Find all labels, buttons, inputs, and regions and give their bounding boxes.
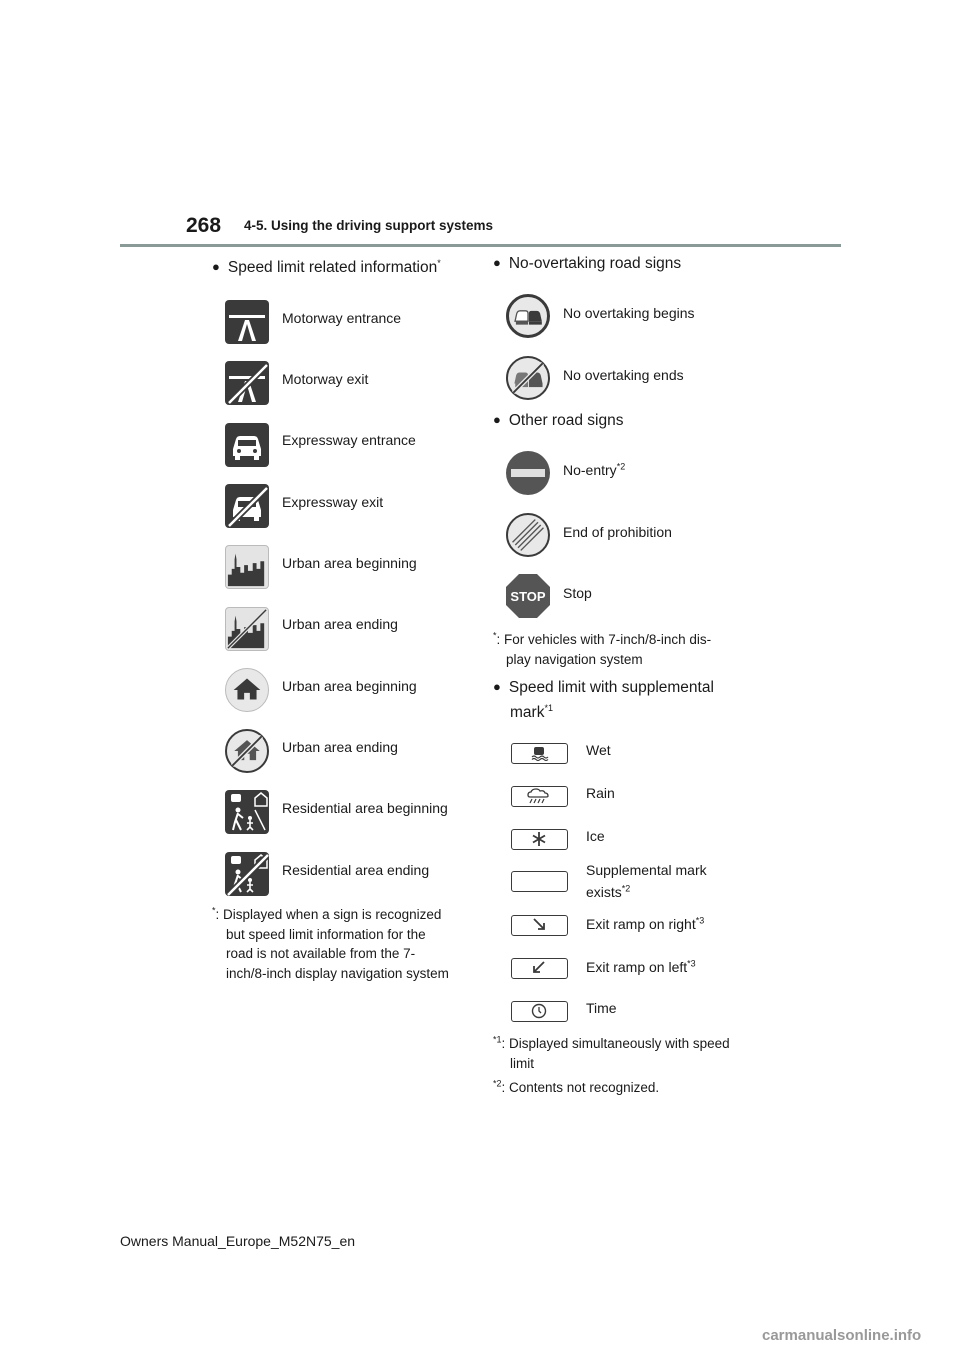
item-label: Motorway exit (282, 371, 369, 387)
arrow-down-right-icon (511, 915, 568, 936)
end-of-prohibition-icon (506, 513, 550, 557)
header-rule (120, 244, 841, 247)
item-label: Wet (586, 742, 611, 758)
urban-skyline-icon (225, 545, 269, 589)
item-label: Ice (586, 828, 605, 844)
right-footnote: *: For vehicles with 7-inch/8-inch dis- play navigation system (493, 630, 712, 667)
bullet-icon: ● (493, 255, 501, 270)
page-number: 268 (186, 214, 222, 237)
section-title: 4-5. Using the driving support systems (244, 218, 494, 233)
clock-icon (511, 1001, 568, 1022)
item-label: Urban area ending (282, 616, 398, 632)
bullet-icon: ● (493, 679, 501, 694)
expressway-exit-icon (225, 484, 269, 528)
item-label: Time (586, 1000, 617, 1016)
bullet-icon: ● (212, 259, 220, 274)
other-signs-heading: ● Other road signs (493, 412, 624, 429)
urban-house-icon (225, 668, 269, 712)
urban-skyline-end-icon (225, 607, 269, 651)
item-label: No overtaking begins (563, 305, 695, 321)
item-label: Residential area ending (282, 862, 430, 878)
item-label: Exit ramp on left$^{*3}$ (586, 958, 696, 975)
item-label: Stop (563, 585, 592, 601)
bullet-icon: ● (493, 412, 501, 427)
left-footnote: *: Displayed when a sign is recognized but speed limit information for the road is not available from the 7- inch/8-inch display navigation system (212, 905, 449, 981)
item-label: No overtaking ends (563, 367, 684, 383)
item-label: Supplemental mark exists$^{*2}$ (586, 862, 707, 900)
blank-plate-icon (511, 871, 568, 892)
rain-cloud-icon (511, 786, 568, 807)
no-overtaking-heading: ● No-overtaking road signs (493, 255, 682, 272)
item-label: Urban area ending (282, 739, 398, 755)
item-label: No-entry$^{*2}$ (563, 461, 626, 478)
svg-text:STOP: STOP (510, 589, 546, 604)
item-label: Motorway entrance (282, 310, 402, 326)
item-label: Expressway exit (282, 494, 384, 510)
speed-limit-heading: ● Speed limit related information* (212, 257, 441, 276)
supplemental-heading: ● Speed limit with supplemental mark$^{*1}$ (493, 679, 714, 721)
arrow-down-left-icon (511, 958, 568, 979)
residential-area-icon (225, 790, 269, 834)
item-label: End of prohibition (563, 524, 672, 540)
footer-text: Owners Manual_Europe_M52N75_en (120, 1233, 356, 1249)
snowflake-icon (511, 829, 568, 850)
supplemental-footnote-1: $^{*1}$: Displayed simultaneously with speed limit (493, 1034, 730, 1071)
stop-sign-icon (505, 573, 551, 619)
item-label: Residential area beginning (282, 800, 448, 816)
item-label: Expressway entrance (282, 432, 416, 448)
residential-area-end-icon (225, 852, 269, 896)
wet-road-icon (511, 743, 568, 764)
item-label: Urban area beginning (282, 678, 417, 694)
motorway-entrance-icon (225, 300, 269, 344)
watermark: carmanualsonline.info (762, 1327, 922, 1344)
no-entry-icon (506, 451, 550, 495)
item-label: Exit ramp on right$^{*3}$ (586, 915, 705, 932)
motorway-exit-icon (225, 361, 269, 405)
expressway-entrance-icon (225, 423, 269, 467)
no-overtaking-end-icon (506, 356, 550, 400)
no-overtaking-icon (506, 294, 550, 338)
item-label: Rain (586, 785, 615, 801)
supplemental-footnote-2: $^{*2}$: Contents not recognized. (493, 1078, 660, 1095)
item-label: Urban area beginning (282, 555, 417, 571)
urban-house-end-icon (225, 729, 269, 773)
